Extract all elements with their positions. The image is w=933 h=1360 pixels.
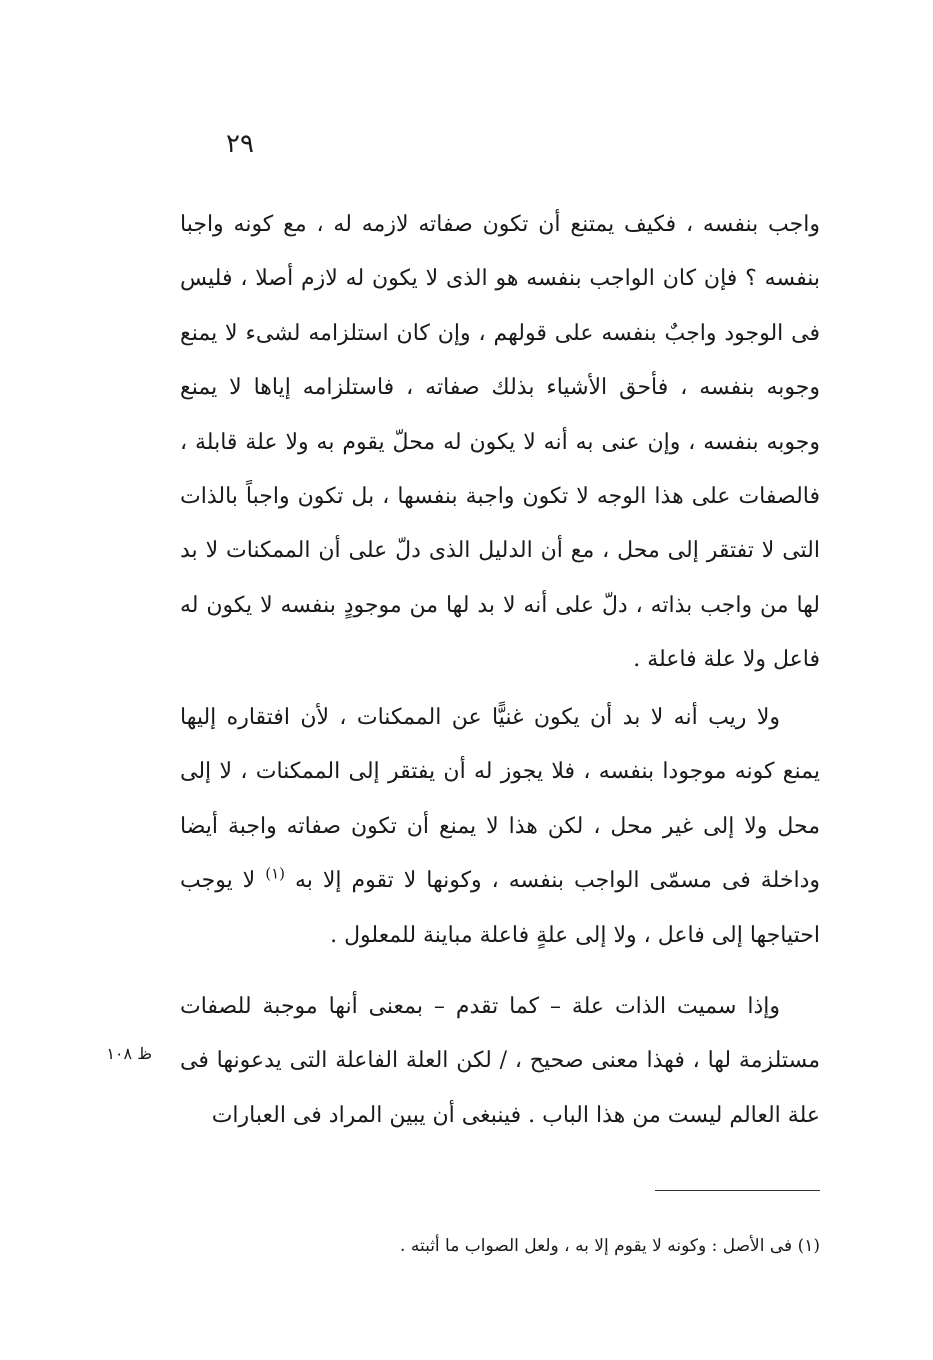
page-number: ٢٩ bbox=[226, 129, 254, 159]
footnote: (١) فى الأصل : وكونه لا يقوم إلا به ، ولعل الصواب ما أثبته . bbox=[400, 1236, 820, 1256]
footnote-divider bbox=[655, 1190, 820, 1191]
paragraph-1: واجب بنفسه ، فكيف يمتنع أن تكون صفاته لازمه له ، مع كونه واجبا بنفسه ؟ فإن كان الواجب بنفسه هو الذى لا يكون له لازم أصلا ، فليس فى الوجود واجبٌ بنفسه على قولهم ، وإن كان استلزامه لشىء لا يمنع وجوبه بنفسه ، فأحق الأشياء بذلك صفاته ، فاستلزامه إياها لا يمنع وجوبه بنفسه ، وإن عنى به أنه لا يكون له محلّ يقوم به ولا علة قابلة ، فالصفات على هذا الوجه لا تكون واجبة بنفسها ، بل تكون واجباً بالذات التى لا تفتقر إلى محل ، مع أن الدليل الذى دلّ على أن الممكنات لا بد لها من واجب بذاته ، دلّ على أنه لا بد لها من موجودٍ بنفسه لا يكون له فاعل ولا علة فاعلة . bbox=[180, 212, 820, 673]
footnote-reference: (١) bbox=[265, 864, 285, 883]
paragraph-2-tail: لا يوجب احتياجها إلى فاعل ، ولا إلى علةٍ فاعلة مباينة للمعلول . bbox=[180, 868, 820, 948]
paragraph-3: وإذا سميت الذات علة – كما تقدم – بمعنى أنها موجبة للصفات مستلزمة لها ، فهذا معنى صحيح ، / لكن العلة الفاعلة التى يدعونها فى علة العالم ليست من هذا الباب . فينبغى أن يبين المراد فى العبارات bbox=[180, 994, 820, 1128]
paragraph-2 bbox=[180, 691, 820, 963]
paragraph-2-text: ولا ريب أنه لا بد أن يكون غنيًّا عن الممكنات ، لأن افتقاره إليها يمنع كونه موجودا بنفسه ، فلا يجوز له أن يفتقر إلى الممكنات ، لا إلى محل ولا إلى غير محل ، لكن هذا لا يمنع أن تكون صفاته واجبة أيضا وداخلة فى مسمّى الواجب بنفسه ، وكونها لا تقوم إلا به bbox=[180, 705, 820, 894]
margin-folio-note: ظ ١٠٨ bbox=[106, 1044, 152, 1063]
